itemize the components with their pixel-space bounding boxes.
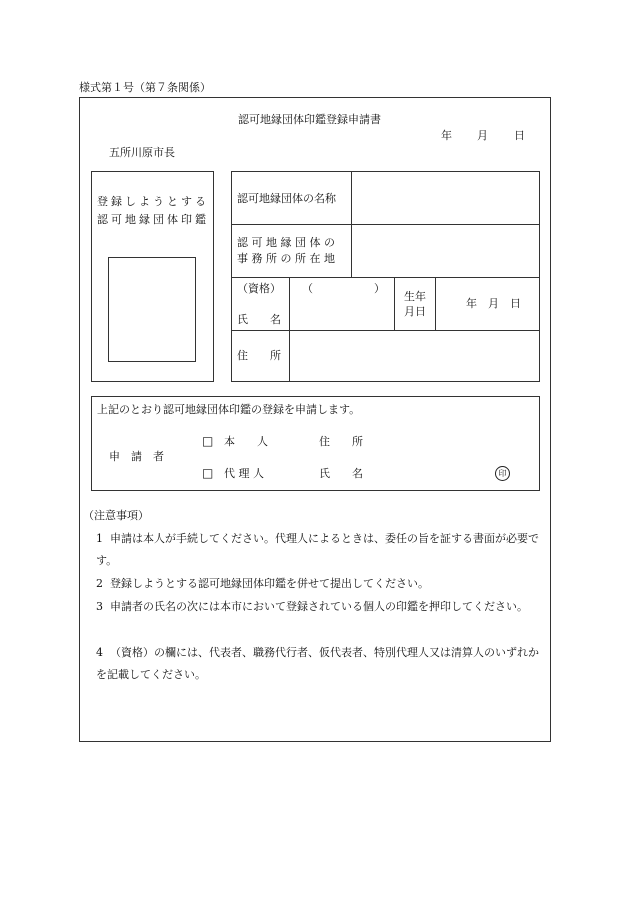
note-text: （資格）の欄には、代表者、職務代行者、仮代表者、特別代理人又は清算人のいずれかを記載してください。 xyxy=(96,646,539,681)
org-name-field[interactable] xyxy=(352,172,539,224)
note-item-1 xyxy=(96,528,548,572)
form-title: 認可地縁団体印鑑登録申請書 xyxy=(238,113,381,126)
representative-name-field[interactable] xyxy=(290,278,394,330)
note-number: 2 xyxy=(96,577,103,590)
date-month-label: 月 xyxy=(477,129,488,142)
representative-address-field[interactable] xyxy=(290,331,539,382)
seal-box-label-line1: 登録しようとする xyxy=(97,195,209,208)
applicant-address-label: 住 所 xyxy=(319,435,363,448)
note-text: 申請は本人が手続してください。代理人によるときは、委任の旨を証する書面が必要です。 xyxy=(96,532,539,567)
notes-heading: （注意事項） xyxy=(83,509,149,522)
qualification-paren-open: （ xyxy=(302,282,313,295)
note-number: 3 xyxy=(96,600,103,613)
seal-mark-icon: 印 xyxy=(495,466,510,481)
applicant-label: 申 請 者 xyxy=(109,450,164,463)
application-statement: 上記のとおり認可地縁団体印鑑の登録を申請します。 xyxy=(97,403,361,416)
checkbox-agent[interactable]: □ xyxy=(202,466,214,480)
checkbox-self[interactable]: □ xyxy=(202,434,214,448)
applicant-name-label: 氏 名 xyxy=(319,467,363,480)
qualification-label: （資格） xyxy=(237,282,281,295)
seal-box-label-line2: 認可地縁団体印鑑 xyxy=(97,213,209,226)
seal-impression-area xyxy=(108,257,196,362)
name-label: 氏 名 xyxy=(237,313,281,326)
agent-label: 代 理 人 xyxy=(224,467,264,480)
date-day-label: 日 xyxy=(514,129,525,142)
birth-label-line1: 生年 xyxy=(404,290,426,303)
note-text: 登録しようとする認可地縁団体印鑑を併せて提出してください。 xyxy=(110,577,429,590)
org-name-label: 認可地縁団体の名称 xyxy=(237,192,336,205)
addressee: 五所川原市長 xyxy=(109,146,175,159)
form-number: 様式第１号（第７条関係） xyxy=(79,81,211,94)
date-year-label: 年 xyxy=(441,129,452,142)
note-item-3 xyxy=(96,596,548,618)
qualification-paren-close: ） xyxy=(374,282,385,295)
birth-label-line2: 月日 xyxy=(404,305,426,318)
note-number: 1 xyxy=(96,532,103,545)
office-address-field[interactable] xyxy=(352,225,539,277)
note-item-2 xyxy=(96,573,548,595)
office-label-line1: 認 可 地 縁 団 体 の xyxy=(237,236,335,249)
note-text: 申請者の氏名の次には本市において登録されている個人の印鑑を押印してください。 xyxy=(110,600,528,613)
address-label: 住 所 xyxy=(237,349,281,362)
self-label: 本 人 xyxy=(224,435,268,448)
office-label-line2: 事 務 所 の 所 在 地 xyxy=(237,252,335,265)
note-item-4 xyxy=(96,642,548,686)
note-number: 4 xyxy=(96,646,103,659)
birth-date-field[interactable]: 年 月 日 xyxy=(466,297,521,310)
